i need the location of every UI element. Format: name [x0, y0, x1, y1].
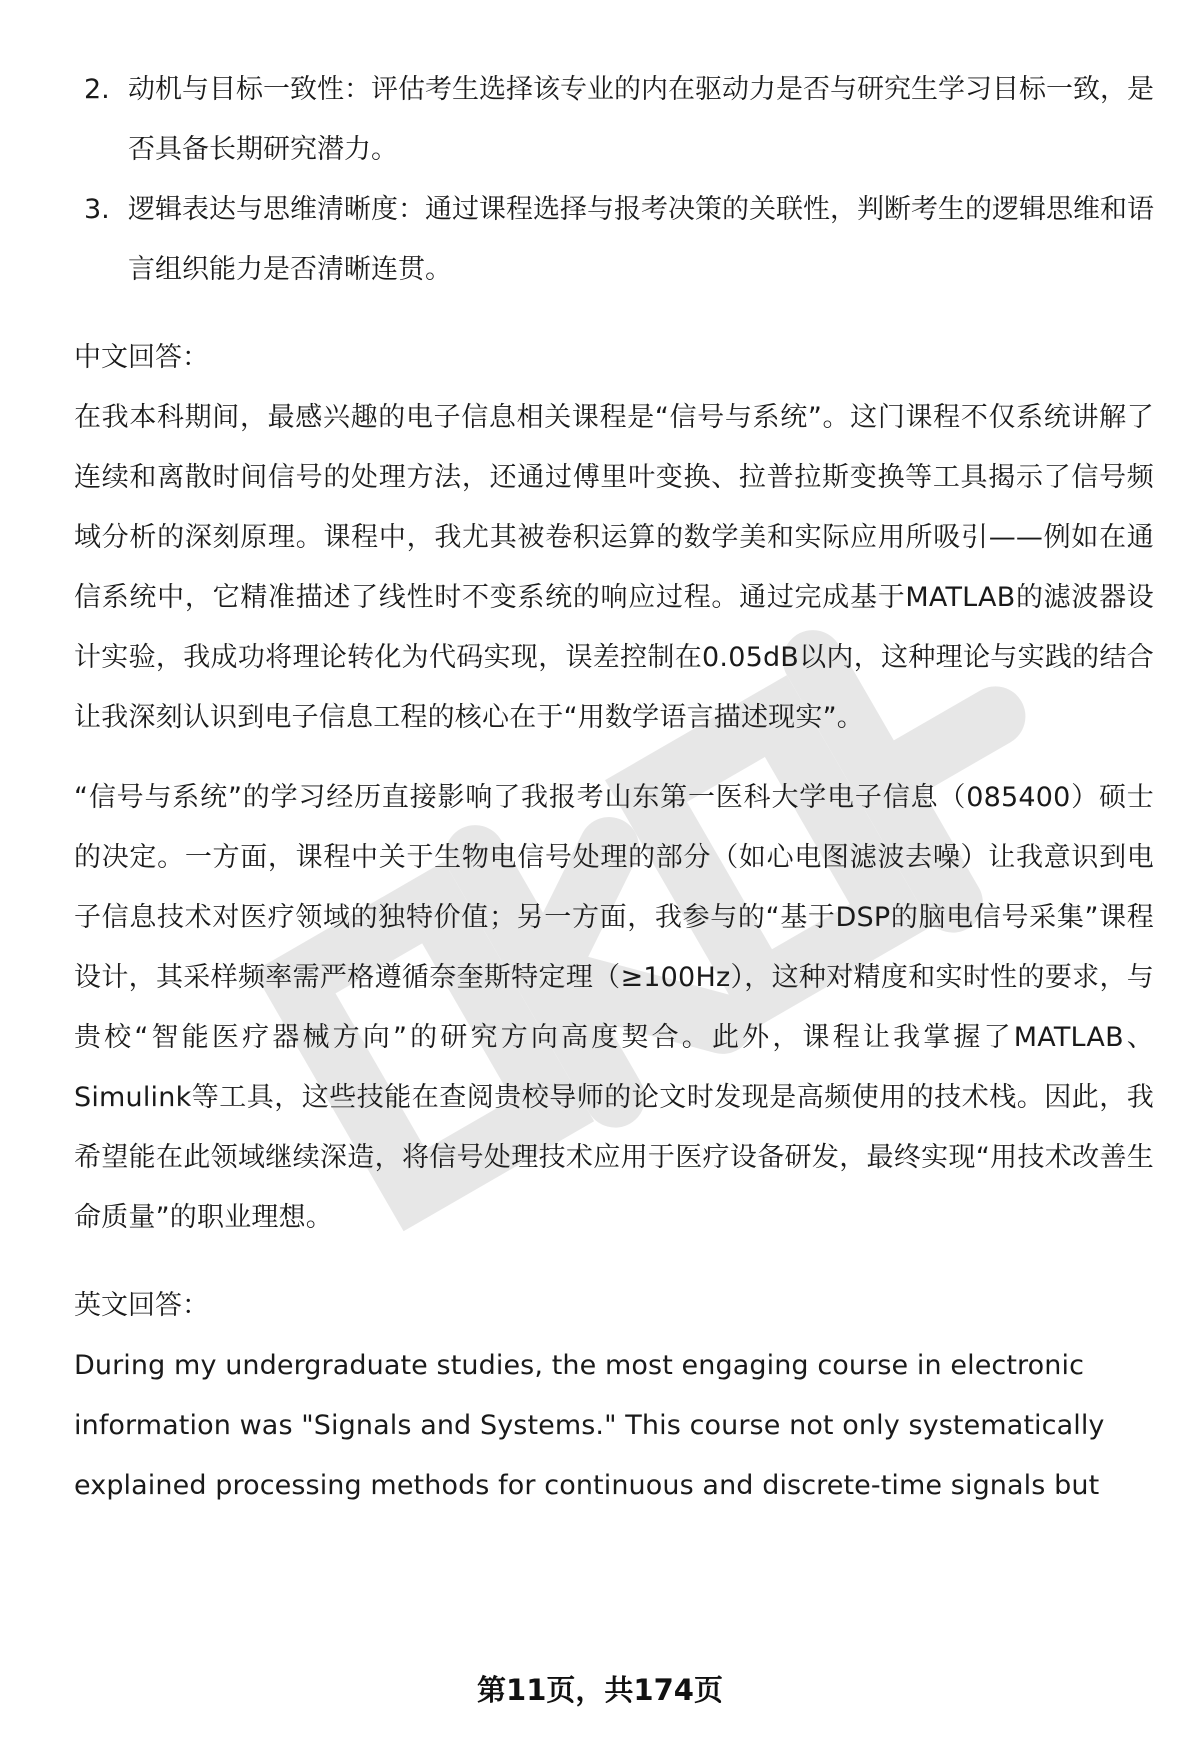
- chinese-answer-paragraph-1: 在我本科期间，最感兴趣的电子信息相关课程是“信号与系统”。这门课程不仅系统讲解了连续和离散时间信号的处理方法，还通过傅里叶变换、拉普拉斯变换等工具揭示了信号频域分析的深刻原理。课程中，我尤其被卷积运算的数学美和实际应用所吸引——例如在通信系统中，它精准描述了线性时不变系统的响应过程。通过完成基于MATLAB的滤波器设计实验，我成功将理论转化为代码实现，误差控制在0.05dB以内，这种理论与实践的结合让我深刻认识到电子信息工程的核心在于“用数学语言描述现实”。: [74, 402, 1154, 733]
- evaluation-criteria-list: [74, 60, 1154, 300]
- chinese-answer-paragraph-2: “信号与系统”的学习经历直接影响了我报考山东第一医科大学电子信息（085400）硕士的决定。一方面，课程中关于生物电信号处理的部分（如心电图滤波去噪）让我意识到电子信息技术对医疗领域的独特价值；另一方面，我参与的“基于DSP的脑电信号采集”课程设计，其采样频率需严格遵循奈奎斯特定理（≥100Hz），这种对精度和实时性的要求，与贵校“智能医疗器械方向”的研究方向高度契合。此外，课程让我掌握了MATLAB、Simulink等工具，这些技能在查阅贵校导师的论文时发现是高频使用的技术栈。因此，我希望能在此领域继续深造，将信号处理技术应用于医疗设备研发，最终实现“用技术改善生命质量”的职业理想。: [74, 782, 1154, 1233]
- chinese-answer-heading: 中文回答：: [74, 342, 209, 373]
- english-answer-paragraph: During my undergraduate studies, the most engaging course in electronic information was "Signals and Systems." This course not only systematically explained processing methods for continuous and discrete-time signals but: [74, 1350, 1105, 1501]
- criteria-number: 2.: [84, 74, 110, 105]
- criteria-item-3: [74, 180, 1154, 300]
- criteria-item-2: [74, 60, 1154, 180]
- document-content: [74, 60, 1154, 1516]
- english-answer-heading: 英文回答：: [74, 1290, 209, 1321]
- page-number-footer: 第11页，共174页: [477, 1673, 723, 1707]
- criteria-number: 3.: [84, 194, 110, 225]
- criteria-text: 动机与目标一致性：评估考生选择该专业的内在驱动力是否与研究生学习目标一致，是否具备长期研究潜力。: [128, 74, 1154, 165]
- criteria-text: 逻辑表达与思维清晰度：通过课程选择与报考决策的关联性，判断考生的逻辑思维和语言组织能力是否清晰连贯。: [128, 194, 1154, 285]
